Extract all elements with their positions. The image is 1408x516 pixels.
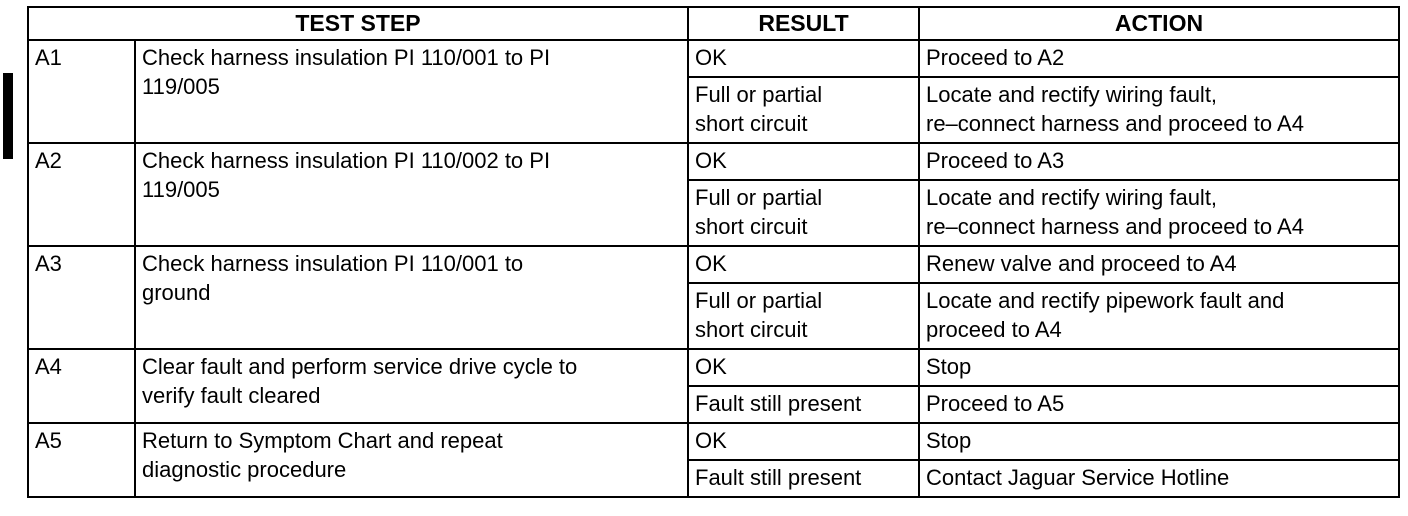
action-cell: Stop <box>919 423 1399 460</box>
result-cell: OK <box>688 349 919 386</box>
result-cell: Full or partial short circuit <box>688 180 919 246</box>
step-id: A4 <box>28 349 135 423</box>
step-description: Clear fault and perform service drive cycle to verify fault cleared <box>135 349 688 423</box>
header-action: ACTION <box>919 7 1399 40</box>
action-cell: Proceed to A2 <box>919 40 1399 77</box>
table-row <box>28 423 1399 460</box>
action-cell: Locate and rectify wiring fault, re–connect harness and proceed to A4 <box>919 180 1399 246</box>
step-id: A2 <box>28 143 135 246</box>
margin-change-bar <box>3 73 13 159</box>
action-cell: Locate and rectify wiring fault, re–connect harness and proceed to A4 <box>919 77 1399 143</box>
header-test-step: TEST STEP <box>28 7 688 40</box>
step-id: A1 <box>28 40 135 143</box>
table-row <box>28 40 1399 77</box>
header-row <box>28 7 1399 40</box>
result-cell: OK <box>688 40 919 77</box>
action-cell: Stop <box>919 349 1399 386</box>
action-cell: Renew valve and proceed to A4 <box>919 246 1399 283</box>
step-description: Check harness insulation PI 110/001 to PI 119/005 <box>135 40 688 143</box>
result-cell: Fault still present <box>688 460 919 497</box>
result-cell: OK <box>688 143 919 180</box>
diagnostic-table <box>27 6 1400 498</box>
result-cell: OK <box>688 246 919 283</box>
table-row <box>28 349 1399 386</box>
step-description: Return to Symptom Chart and repeat diagnostic procedure <box>135 423 688 497</box>
action-cell: Contact Jaguar Service Hotline <box>919 460 1399 497</box>
step-description: Check harness insulation PI 110/001 to ground <box>135 246 688 349</box>
action-cell: Proceed to A3 <box>919 143 1399 180</box>
action-cell: Proceed to A5 <box>919 386 1399 423</box>
action-cell: Locate and rectify pipework fault and proceed to A4 <box>919 283 1399 349</box>
table-row <box>28 246 1399 283</box>
step-id: A3 <box>28 246 135 349</box>
result-cell: Full or partial short circuit <box>688 283 919 349</box>
table-row <box>28 143 1399 180</box>
step-description: Check harness insulation PI 110/002 to PI 119/005 <box>135 143 688 246</box>
step-id: A5 <box>28 423 135 497</box>
result-cell: Fault still present <box>688 386 919 423</box>
result-cell: OK <box>688 423 919 460</box>
header-result: RESULT <box>688 7 919 40</box>
result-cell: Full or partial short circuit <box>688 77 919 143</box>
